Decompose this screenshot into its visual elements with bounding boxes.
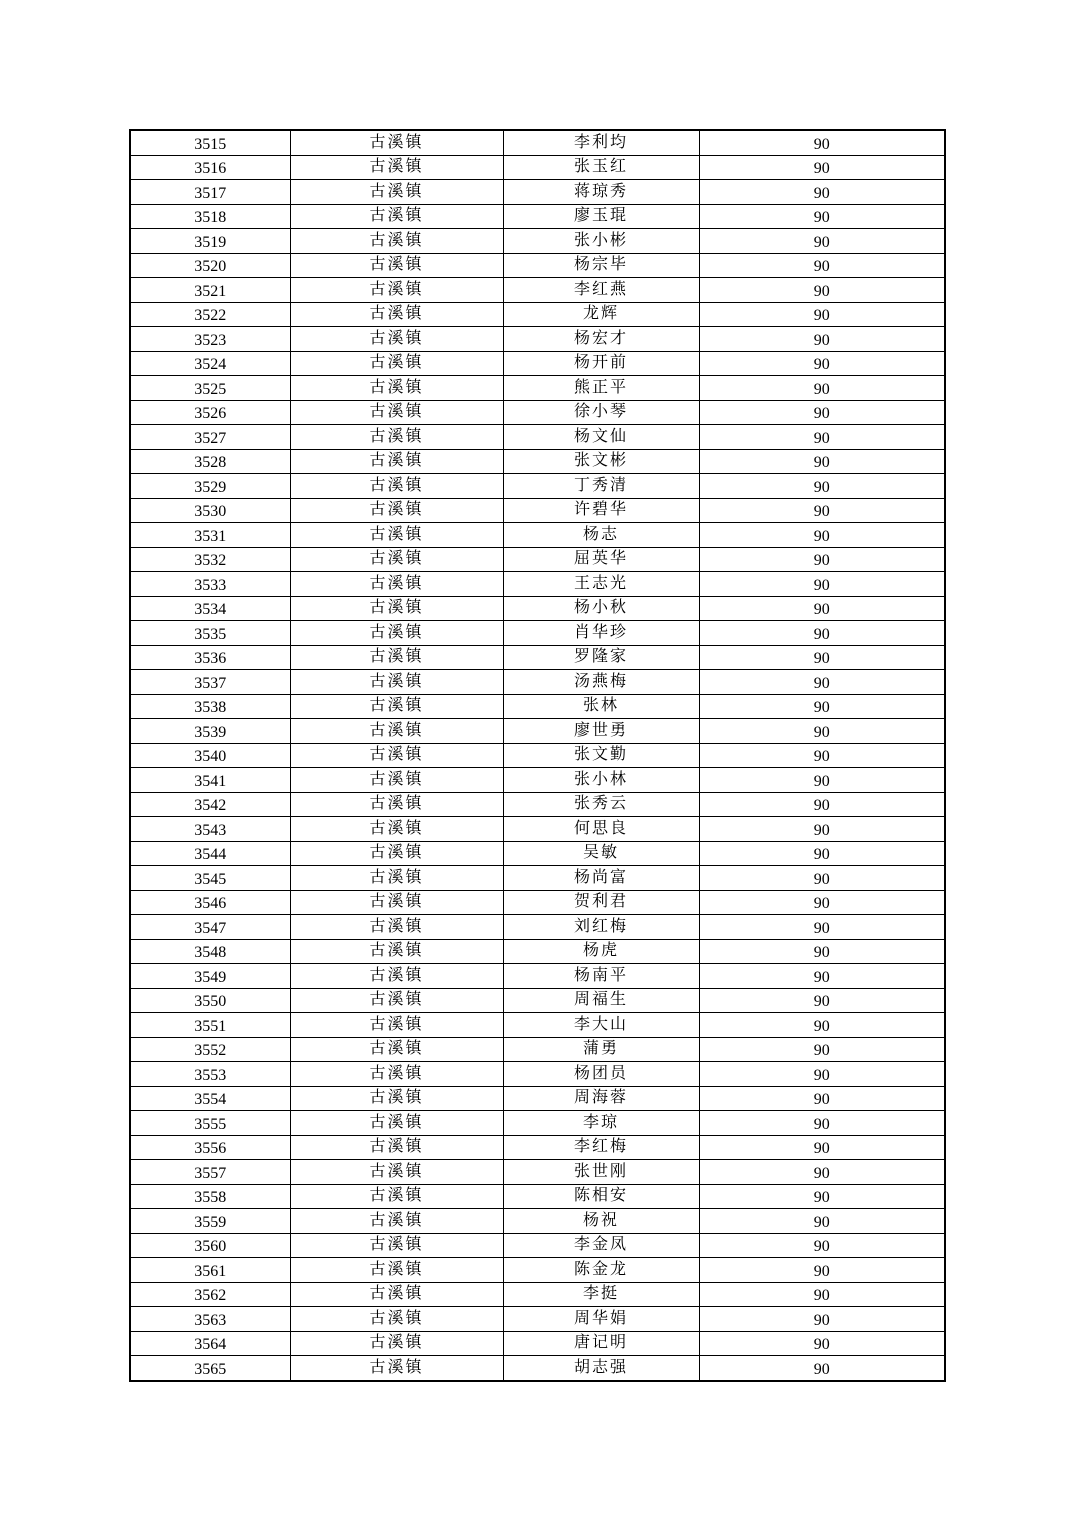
score-cell: 90 xyxy=(699,915,945,940)
table-row xyxy=(130,130,945,155)
name-cell: 王志光 xyxy=(503,572,699,597)
town-cell: 古溪镇 xyxy=(290,1184,503,1209)
table-row xyxy=(130,572,945,597)
name-cell: 屈英华 xyxy=(503,547,699,572)
score-cell: 90 xyxy=(699,768,945,793)
row-number-cell: 3544 xyxy=(130,841,290,866)
name-cell: 张小林 xyxy=(503,768,699,793)
name-cell: 胡志强 xyxy=(503,1356,699,1381)
town-cell: 古溪镇 xyxy=(290,743,503,768)
table-row xyxy=(130,1331,945,1356)
table-row xyxy=(130,817,945,842)
score-cell: 90 xyxy=(699,988,945,1013)
score-cell: 90 xyxy=(699,204,945,229)
score-cell: 90 xyxy=(699,1013,945,1038)
row-number-cell: 3526 xyxy=(130,400,290,425)
row-number-cell: 3553 xyxy=(130,1062,290,1087)
score-cell: 90 xyxy=(699,866,945,891)
score-cell: 90 xyxy=(699,376,945,401)
score-cell: 90 xyxy=(699,1307,945,1332)
name-cell: 周华娟 xyxy=(503,1307,699,1332)
name-cell: 杨团员 xyxy=(503,1062,699,1087)
table-row xyxy=(130,400,945,425)
town-cell: 古溪镇 xyxy=(290,204,503,229)
name-cell: 李挺 xyxy=(503,1282,699,1307)
row-number-cell: 3524 xyxy=(130,351,290,376)
name-cell: 李金凤 xyxy=(503,1233,699,1258)
town-cell: 古溪镇 xyxy=(290,817,503,842)
town-cell: 古溪镇 xyxy=(290,351,503,376)
score-cell: 90 xyxy=(699,180,945,205)
score-cell: 90 xyxy=(699,621,945,646)
score-cell: 90 xyxy=(699,1282,945,1307)
name-cell: 蒲勇 xyxy=(503,1037,699,1062)
town-cell: 古溪镇 xyxy=(290,155,503,180)
row-number-cell: 3547 xyxy=(130,915,290,940)
score-cell: 90 xyxy=(699,1331,945,1356)
table-row xyxy=(130,523,945,548)
row-number-cell: 3521 xyxy=(130,278,290,303)
row-number-cell: 3562 xyxy=(130,1282,290,1307)
row-number-cell: 3518 xyxy=(130,204,290,229)
name-cell: 周福生 xyxy=(503,988,699,1013)
row-number-cell: 3554 xyxy=(130,1086,290,1111)
table-row xyxy=(130,498,945,523)
name-cell: 蒋琼秀 xyxy=(503,180,699,205)
row-number-cell: 3515 xyxy=(130,130,290,155)
score-cell: 90 xyxy=(699,572,945,597)
score-cell: 90 xyxy=(699,939,945,964)
score-cell: 90 xyxy=(699,400,945,425)
name-cell: 张秀云 xyxy=(503,792,699,817)
name-cell: 陈金龙 xyxy=(503,1258,699,1283)
table-row xyxy=(130,1062,945,1087)
town-cell: 古溪镇 xyxy=(290,425,503,450)
name-cell: 罗隆家 xyxy=(503,645,699,670)
name-cell: 杨小秋 xyxy=(503,596,699,621)
row-number-cell: 3529 xyxy=(130,474,290,499)
name-cell: 熊正平 xyxy=(503,376,699,401)
town-cell: 古溪镇 xyxy=(290,1062,503,1087)
row-number-cell: 3527 xyxy=(130,425,290,450)
table-row xyxy=(130,1086,945,1111)
name-cell: 李利均 xyxy=(503,130,699,155)
score-cell: 90 xyxy=(699,155,945,180)
score-cell: 90 xyxy=(699,1111,945,1136)
table-row xyxy=(130,1307,945,1332)
score-cell: 90 xyxy=(699,449,945,474)
table-row xyxy=(130,547,945,572)
roster-table-body xyxy=(130,130,945,1381)
table-row xyxy=(130,939,945,964)
town-cell: 古溪镇 xyxy=(290,841,503,866)
table-row xyxy=(130,670,945,695)
name-cell: 张林 xyxy=(503,694,699,719)
row-number-cell: 3537 xyxy=(130,670,290,695)
name-cell: 周海蓉 xyxy=(503,1086,699,1111)
table-row xyxy=(130,1013,945,1038)
table-row xyxy=(130,425,945,450)
name-cell: 张小彬 xyxy=(503,229,699,254)
score-cell: 90 xyxy=(699,964,945,989)
row-number-cell: 3548 xyxy=(130,939,290,964)
name-cell: 丁秀清 xyxy=(503,474,699,499)
town-cell: 古溪镇 xyxy=(290,792,503,817)
table-row xyxy=(130,841,945,866)
row-number-cell: 3541 xyxy=(130,768,290,793)
name-cell: 杨祝 xyxy=(503,1209,699,1234)
row-number-cell: 3561 xyxy=(130,1258,290,1283)
name-cell: 廖世勇 xyxy=(503,719,699,744)
score-cell: 90 xyxy=(699,474,945,499)
row-number-cell: 3559 xyxy=(130,1209,290,1234)
town-cell: 古溪镇 xyxy=(290,670,503,695)
score-cell: 90 xyxy=(699,1184,945,1209)
name-cell: 杨虎 xyxy=(503,939,699,964)
name-cell: 廖玉琨 xyxy=(503,204,699,229)
row-number-cell: 3560 xyxy=(130,1233,290,1258)
name-cell: 张玉红 xyxy=(503,155,699,180)
row-number-cell: 3549 xyxy=(130,964,290,989)
name-cell: 李红燕 xyxy=(503,278,699,303)
row-number-cell: 3552 xyxy=(130,1037,290,1062)
score-cell: 90 xyxy=(699,1086,945,1111)
score-cell: 90 xyxy=(699,130,945,155)
row-number-cell: 3535 xyxy=(130,621,290,646)
row-number-cell: 3543 xyxy=(130,817,290,842)
table-row xyxy=(130,1356,945,1381)
name-cell: 汤燕梅 xyxy=(503,670,699,695)
town-cell: 古溪镇 xyxy=(290,523,503,548)
roster-table xyxy=(129,129,946,1382)
score-cell: 90 xyxy=(699,327,945,352)
town-cell: 古溪镇 xyxy=(290,1160,503,1185)
score-cell: 90 xyxy=(699,596,945,621)
row-number-cell: 3531 xyxy=(130,523,290,548)
table-row xyxy=(130,1111,945,1136)
town-cell: 古溪镇 xyxy=(290,474,503,499)
table-row xyxy=(130,1282,945,1307)
row-number-cell: 3522 xyxy=(130,302,290,327)
name-cell: 杨开前 xyxy=(503,351,699,376)
table-row xyxy=(130,621,945,646)
table-row xyxy=(130,743,945,768)
name-cell: 肖华珍 xyxy=(503,621,699,646)
score-cell: 90 xyxy=(699,547,945,572)
table-row xyxy=(130,915,945,940)
score-cell: 90 xyxy=(699,1037,945,1062)
score-cell: 90 xyxy=(699,670,945,695)
name-cell: 杨宏才 xyxy=(503,327,699,352)
table-row xyxy=(130,694,945,719)
score-cell: 90 xyxy=(699,425,945,450)
table-row xyxy=(130,792,945,817)
name-cell: 张世刚 xyxy=(503,1160,699,1185)
town-cell: 古溪镇 xyxy=(290,547,503,572)
name-cell: 李琼 xyxy=(503,1111,699,1136)
name-cell: 陈相安 xyxy=(503,1184,699,1209)
row-number-cell: 3519 xyxy=(130,229,290,254)
table-row xyxy=(130,768,945,793)
name-cell: 龙辉 xyxy=(503,302,699,327)
score-cell: 90 xyxy=(699,351,945,376)
table-row xyxy=(130,155,945,180)
name-cell: 唐记明 xyxy=(503,1331,699,1356)
score-cell: 90 xyxy=(699,278,945,303)
row-number-cell: 3516 xyxy=(130,155,290,180)
town-cell: 古溪镇 xyxy=(290,400,503,425)
town-cell: 古溪镇 xyxy=(290,1282,503,1307)
row-number-cell: 3555 xyxy=(130,1111,290,1136)
score-cell: 90 xyxy=(699,743,945,768)
row-number-cell: 3517 xyxy=(130,180,290,205)
score-cell: 90 xyxy=(699,1209,945,1234)
score-cell: 90 xyxy=(699,1160,945,1185)
row-number-cell: 3539 xyxy=(130,719,290,744)
town-cell: 古溪镇 xyxy=(290,621,503,646)
name-cell: 李大山 xyxy=(503,1013,699,1038)
town-cell: 古溪镇 xyxy=(290,645,503,670)
row-number-cell: 3551 xyxy=(130,1013,290,1038)
row-number-cell: 3556 xyxy=(130,1135,290,1160)
town-cell: 古溪镇 xyxy=(290,915,503,940)
name-cell: 吴敏 xyxy=(503,841,699,866)
table-row xyxy=(130,351,945,376)
name-cell: 杨宗毕 xyxy=(503,253,699,278)
score-cell: 90 xyxy=(699,1258,945,1283)
name-cell: 徐小琴 xyxy=(503,400,699,425)
table-row xyxy=(130,229,945,254)
table-row xyxy=(130,1233,945,1258)
row-number-cell: 3520 xyxy=(130,253,290,278)
table-row xyxy=(130,1135,945,1160)
score-cell: 90 xyxy=(699,1135,945,1160)
name-cell: 贺利君 xyxy=(503,890,699,915)
town-cell: 古溪镇 xyxy=(290,130,503,155)
town-cell: 古溪镇 xyxy=(290,498,503,523)
row-number-cell: 3540 xyxy=(130,743,290,768)
table-row xyxy=(130,376,945,401)
score-cell: 90 xyxy=(699,1233,945,1258)
row-number-cell: 3550 xyxy=(130,988,290,1013)
score-cell: 90 xyxy=(699,498,945,523)
table-row xyxy=(130,866,945,891)
table-row xyxy=(130,1258,945,1283)
name-cell: 何思良 xyxy=(503,817,699,842)
score-cell: 90 xyxy=(699,719,945,744)
table-row xyxy=(130,890,945,915)
row-number-cell: 3534 xyxy=(130,596,290,621)
town-cell: 古溪镇 xyxy=(290,1307,503,1332)
score-cell: 90 xyxy=(699,253,945,278)
name-cell: 张文勤 xyxy=(503,743,699,768)
row-number-cell: 3564 xyxy=(130,1331,290,1356)
name-cell: 张文彬 xyxy=(503,449,699,474)
row-number-cell: 3530 xyxy=(130,498,290,523)
table-row xyxy=(130,645,945,670)
town-cell: 古溪镇 xyxy=(290,964,503,989)
town-cell: 古溪镇 xyxy=(290,866,503,891)
town-cell: 古溪镇 xyxy=(290,719,503,744)
town-cell: 古溪镇 xyxy=(290,988,503,1013)
town-cell: 古溪镇 xyxy=(290,229,503,254)
table-row xyxy=(130,327,945,352)
table-row xyxy=(130,964,945,989)
table-row xyxy=(130,253,945,278)
town-cell: 古溪镇 xyxy=(290,768,503,793)
score-cell: 90 xyxy=(699,645,945,670)
name-cell: 杨尚富 xyxy=(503,866,699,891)
town-cell: 古溪镇 xyxy=(290,278,503,303)
score-cell: 90 xyxy=(699,1062,945,1087)
table-row xyxy=(130,204,945,229)
table-row xyxy=(130,474,945,499)
town-cell: 古溪镇 xyxy=(290,1037,503,1062)
town-cell: 古溪镇 xyxy=(290,596,503,621)
score-cell: 90 xyxy=(699,1356,945,1381)
table-row xyxy=(130,1037,945,1062)
town-cell: 古溪镇 xyxy=(290,449,503,474)
table-row xyxy=(130,302,945,327)
row-number-cell: 3532 xyxy=(130,547,290,572)
name-cell: 杨南平 xyxy=(503,964,699,989)
row-number-cell: 3536 xyxy=(130,645,290,670)
score-cell: 90 xyxy=(699,817,945,842)
score-cell: 90 xyxy=(699,523,945,548)
row-number-cell: 3565 xyxy=(130,1356,290,1381)
table-row xyxy=(130,180,945,205)
name-cell: 许碧华 xyxy=(503,498,699,523)
score-cell: 90 xyxy=(699,302,945,327)
table-row xyxy=(130,1184,945,1209)
town-cell: 古溪镇 xyxy=(290,1233,503,1258)
row-number-cell: 3558 xyxy=(130,1184,290,1209)
score-cell: 90 xyxy=(699,841,945,866)
row-number-cell: 3563 xyxy=(130,1307,290,1332)
town-cell: 古溪镇 xyxy=(290,327,503,352)
town-cell: 古溪镇 xyxy=(290,1209,503,1234)
row-number-cell: 3557 xyxy=(130,1160,290,1185)
table-row xyxy=(130,719,945,744)
row-number-cell: 3533 xyxy=(130,572,290,597)
row-number-cell: 3542 xyxy=(130,792,290,817)
town-cell: 古溪镇 xyxy=(290,890,503,915)
score-cell: 90 xyxy=(699,792,945,817)
row-number-cell: 3528 xyxy=(130,449,290,474)
table-row xyxy=(130,449,945,474)
town-cell: 古溪镇 xyxy=(290,694,503,719)
town-cell: 古溪镇 xyxy=(290,939,503,964)
name-cell: 李红梅 xyxy=(503,1135,699,1160)
row-number-cell: 3538 xyxy=(130,694,290,719)
table-row xyxy=(130,988,945,1013)
row-number-cell: 3546 xyxy=(130,890,290,915)
score-cell: 90 xyxy=(699,229,945,254)
table-row xyxy=(130,278,945,303)
town-cell: 古溪镇 xyxy=(290,180,503,205)
name-cell: 刘红梅 xyxy=(503,915,699,940)
town-cell: 古溪镇 xyxy=(290,376,503,401)
row-number-cell: 3525 xyxy=(130,376,290,401)
table-row xyxy=(130,596,945,621)
town-cell: 古溪镇 xyxy=(290,253,503,278)
town-cell: 古溪镇 xyxy=(290,302,503,327)
name-cell: 杨志 xyxy=(503,523,699,548)
score-cell: 90 xyxy=(699,694,945,719)
town-cell: 古溪镇 xyxy=(290,1135,503,1160)
row-number-cell: 3545 xyxy=(130,866,290,891)
name-cell: 杨文仙 xyxy=(503,425,699,450)
town-cell: 古溪镇 xyxy=(290,1331,503,1356)
table-row xyxy=(130,1209,945,1234)
table-row xyxy=(130,1160,945,1185)
town-cell: 古溪镇 xyxy=(290,1111,503,1136)
town-cell: 古溪镇 xyxy=(290,1258,503,1283)
town-cell: 古溪镇 xyxy=(290,572,503,597)
town-cell: 古溪镇 xyxy=(290,1086,503,1111)
town-cell: 古溪镇 xyxy=(290,1356,503,1381)
row-number-cell: 3523 xyxy=(130,327,290,352)
score-cell: 90 xyxy=(699,890,945,915)
town-cell: 古溪镇 xyxy=(290,1013,503,1038)
